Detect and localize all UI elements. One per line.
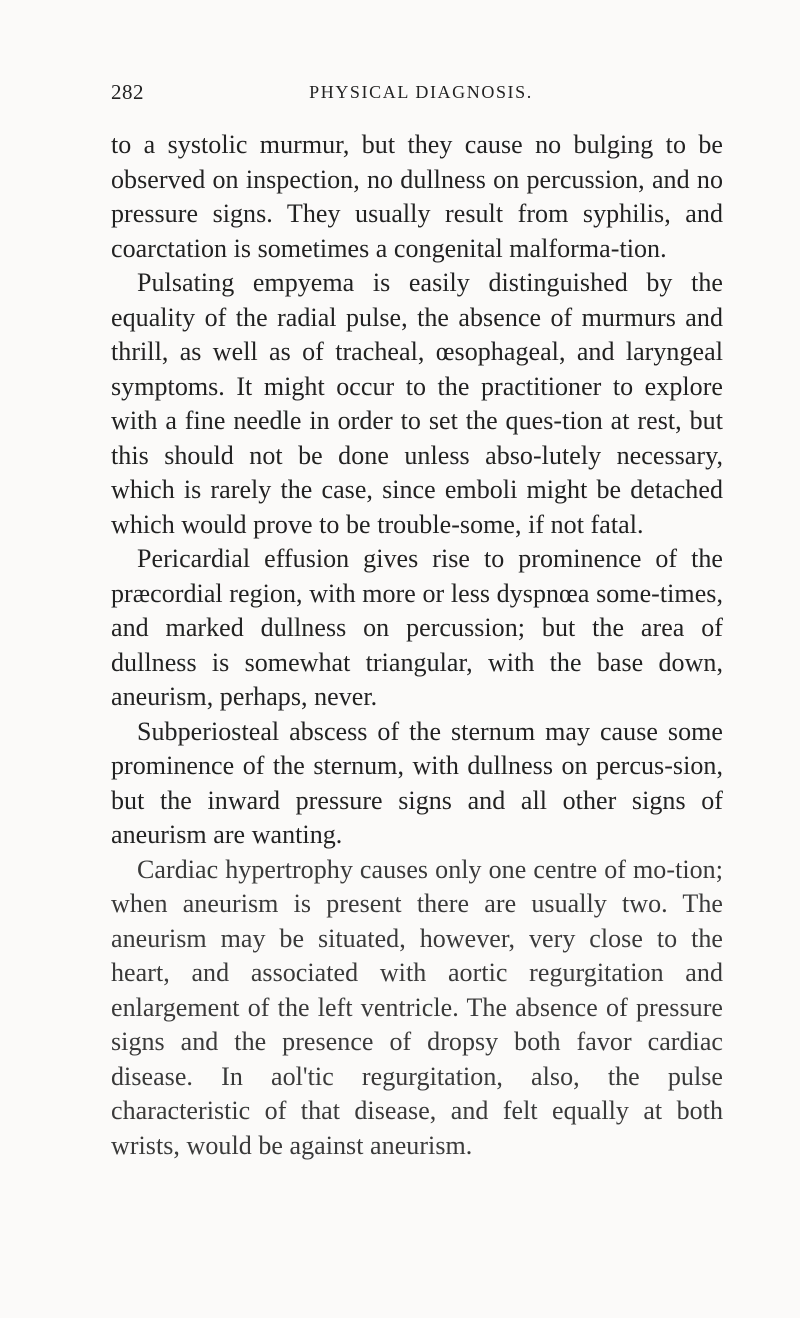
paragraph-continuation: to a systolic murmur, but they cause no bulging to be observed on inspection, no dullness on percussion, and no pressure signs. They usually result from syphilis, and coarctation is sometimes a congenital malforma-tion. xyxy=(111,130,723,263)
paragraph-pericardial-effusion: Pericardial effusion gives rise to prominence of the præcordial region, with more or less dyspnœa some-times, and marked dullness on percussion; but the area of dullness is somewhat triangular, with the base down, aneurism, perhaps, never. xyxy=(111,544,723,711)
paragraph-pulsating-empyema: Pulsating empyema is easily distinguished by the equality of the radial pulse, the absence of murmurs and thrill, as well as of tracheal, œsophageal, and laryngeal symptoms. It might occur to the practitioner to explore with a fine needle in order to set the ques-tion at rest, but this should not be done unless abso-lutely necessary, which is rarely the case, since emboli might be detached which would prove to be trouble-some, if not fatal. xyxy=(111,268,723,539)
paragraph-subperiosteal-abscess: Subperiosteal abscess of the sternum may cause some prominence of the sternum, with dullness on percus-sion, but the inward pressure signs and all other signs of aneurism are wanting. xyxy=(111,716,723,849)
page-number: 282 xyxy=(111,80,144,104)
running-head: PHYSICAL DIAGNOSIS. xyxy=(309,82,533,102)
paragraph-cardiac-hypertrophy: Cardiac hypertrophy causes only one centre of mo-tion; when aneurism is present there are usually two. The aneurism may be situated, however, very close to the heart, and associated with aortic regurgitation and enlargement of the left ventricle. The absence of pressure signs and the presence of dropsy both favor cardiac disease. In aol'tic regurgitation, also, the pulse characteristic of that disease, and felt equally at both wrists, would be against aneurism. xyxy=(111,854,723,1160)
body-text xyxy=(111,128,723,1163)
page-header xyxy=(111,80,731,110)
